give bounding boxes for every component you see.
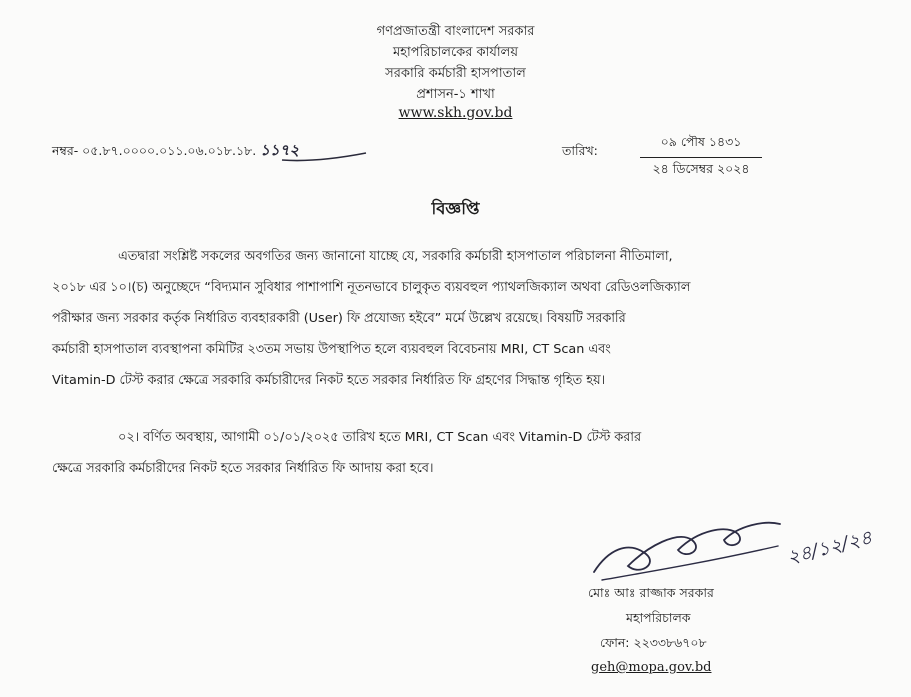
header-office: মহাপরিচালকের কার্যালয় — [392, 45, 519, 60]
header-hospital: সরকারি কর্মচারী হাসপাতাল — [385, 66, 526, 81]
reference-underline-stroke — [280, 150, 370, 164]
paragraph-1-line-1: এতদ্বারা সংশ্লিষ্ট সকলের অবগতির জন্য জানানো যাচ্ছে যে, সরকারি কর্মচারী হাসপাতাল পরিচালনা নীতিমালা, — [118, 249, 673, 264]
header-government: গণপ্রজাতন্ত্রী বাংলাদেশ সরকার — [376, 24, 535, 39]
memo-reference-handwritten: ১১৭২ — [260, 141, 300, 159]
signature-scribble — [588, 510, 788, 590]
header-website-row — [0, 105, 911, 121]
notice-title: বিজ্ঞপ্তি — [431, 199, 480, 218]
header-branch: প্রশাসন-১ শাখা — [416, 87, 495, 102]
paragraph-2-line-1: ০২। বর্ণিত অবস্থায়, আগামী ০১/০১/২০২৫ তারিখ হতে MRI, CT Scan এবং Vitamin-D টেস্ট করার — [118, 430, 642, 445]
paragraph-1-line-2: ২০১৮ এর ১০।(চ) অনুচ্ছেদে “বিদ্যমান সুবিধার পাশাপাশি নূতনভাবে চালুকৃত ব্যয়বহুল প্যাথলজিক্যাল অথবা রেডিওলজিক্যাল — [52, 280, 691, 295]
signatory-phone: ফোন: ২২৩৩৮৬৭০৮ — [600, 635, 707, 650]
paragraph-1-line-5: Vitamin-D টেস্ট করার ক্ষেত্রে সরকারি কর্মচারীদের নিকট হতে সরকার নির্ধারিত ফি গ্রহণের সিদ্ধান্ত গৃহিত হয়। — [52, 373, 606, 388]
date-gregorian: ২৪ ডিসেম্বর ২০২৪ — [652, 161, 750, 176]
memo-reference-number: নম্বর- ০৫.৮৭.০০০০.০১১.০৬.০১৮.১৮. — [52, 143, 257, 158]
signature-handwritten-date: ২৪/১২/২৪ — [784, 526, 875, 569]
paragraph-1-line-3: পরীক্ষার জন্য সরকার কর্তৃক নির্ধারিত ব্যবহারকারী (User) ফি প্রযোজ্য হইবে” মর্মে উল্লেখ রয়েছে। বিষয়টি সরকারি — [52, 311, 626, 326]
paragraph-2-line-2: ক্ষেত্রে সরকারি কর্মচারীদের নিকট হতে সরকার নির্ধারিত ফি আদায় করা হবে। — [52, 461, 434, 476]
signatory-designation: মহাপরিচালক — [626, 610, 691, 625]
signatory-email-link[interactable]: geh@mopa.gov.bd — [591, 660, 712, 675]
signatory-email-row — [591, 656, 711, 675]
website-link[interactable]: www.skh.gov.bd — [398, 105, 513, 121]
date-bangla: ০৯ পৌষ ১৪৩১ — [660, 134, 742, 149]
paragraph-1-line-4: কর্মচারী হাসপাতাল ব্যবস্থাপনা কমিটির ২৩তম সভায় উপস্থাপিত হলে ব্যয়বহুল বিবেচনায় MRI, CT Scan এবং — [52, 342, 611, 357]
date-divider — [640, 157, 762, 158]
signatory-name: মোঃ আঃ রাজ্জাক সরকার — [588, 585, 714, 600]
memo-reference — [52, 139, 299, 164]
date-label: তারিখ: — [562, 143, 598, 158]
